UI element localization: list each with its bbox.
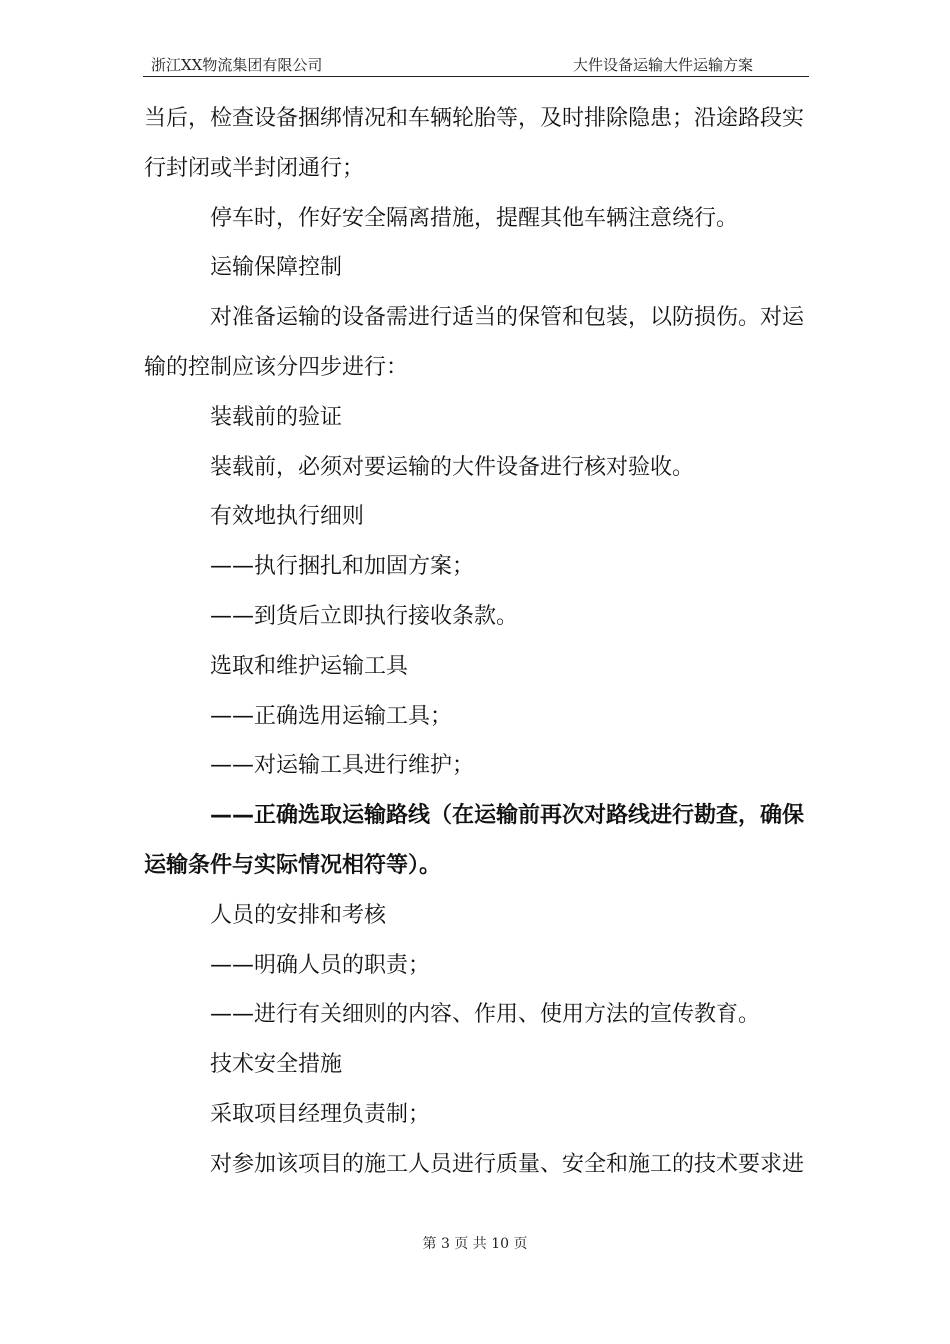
list-item: ——明确人员的职责； (210, 952, 431, 978)
list-item: ——正确选用运输工具； (210, 703, 453, 729)
header-company: 浙江XX物流集团有限公司 (151, 56, 323, 74)
list-item-emphasis: ——正确选取运输路线（在运输前再次对路线进行勘查，确保运输条件与实际情况相符等）。 (144, 803, 805, 878)
page-footer (0, 1233, 950, 1253)
header-doc-title: 大件设备运输大件运输方案 (572, 56, 753, 74)
list-item: ——到货后立即执行接收条款。 (210, 603, 519, 629)
section-heading: 人员的安排和考核 (210, 902, 387, 928)
section-heading: 运输保障控制 (210, 255, 343, 281)
paragraph: 当后，检查设备捆绑情况和车辆轮胎等，及时排除隐患；沿途路段实行封闭或半封闭通行； (144, 106, 805, 181)
body-text (144, 94, 812, 1190)
paragraph: 停车时，作好安全隔离措施，提醒其他车辆注意绕行。 (210, 205, 739, 231)
page-header (143, 52, 809, 77)
section-heading: 装载前的验证 (210, 404, 343, 430)
section-heading: 技术安全措施 (210, 1052, 343, 1078)
section-heading: 有效地执行细则 (210, 504, 365, 530)
list-item: ——对运输工具进行维护； (210, 753, 475, 779)
section-heading: 选取和维护运输工具 (210, 653, 409, 679)
list-item: ——执行捆扎和加固方案； (210, 554, 475, 580)
paragraph: 对准备运输的设备需进行适当的保管和包装，以防损伤。对运输的控制应该分四步进行： (144, 305, 805, 380)
list-item: ——进行有关细则的内容、作用、使用方法的宣传教育。 (210, 1002, 761, 1028)
paragraph: 装载前，必须对要运输的大件设备进行核对验收。 (210, 454, 695, 480)
paragraph: 采取项目经理负责制； (210, 1101, 431, 1127)
page-number: 第 3 页 共 10 页 (422, 1236, 528, 1252)
paragraph: 对参加该项目的施工人员进行质量、安全和施工的技术要求进 (210, 1151, 805, 1177)
